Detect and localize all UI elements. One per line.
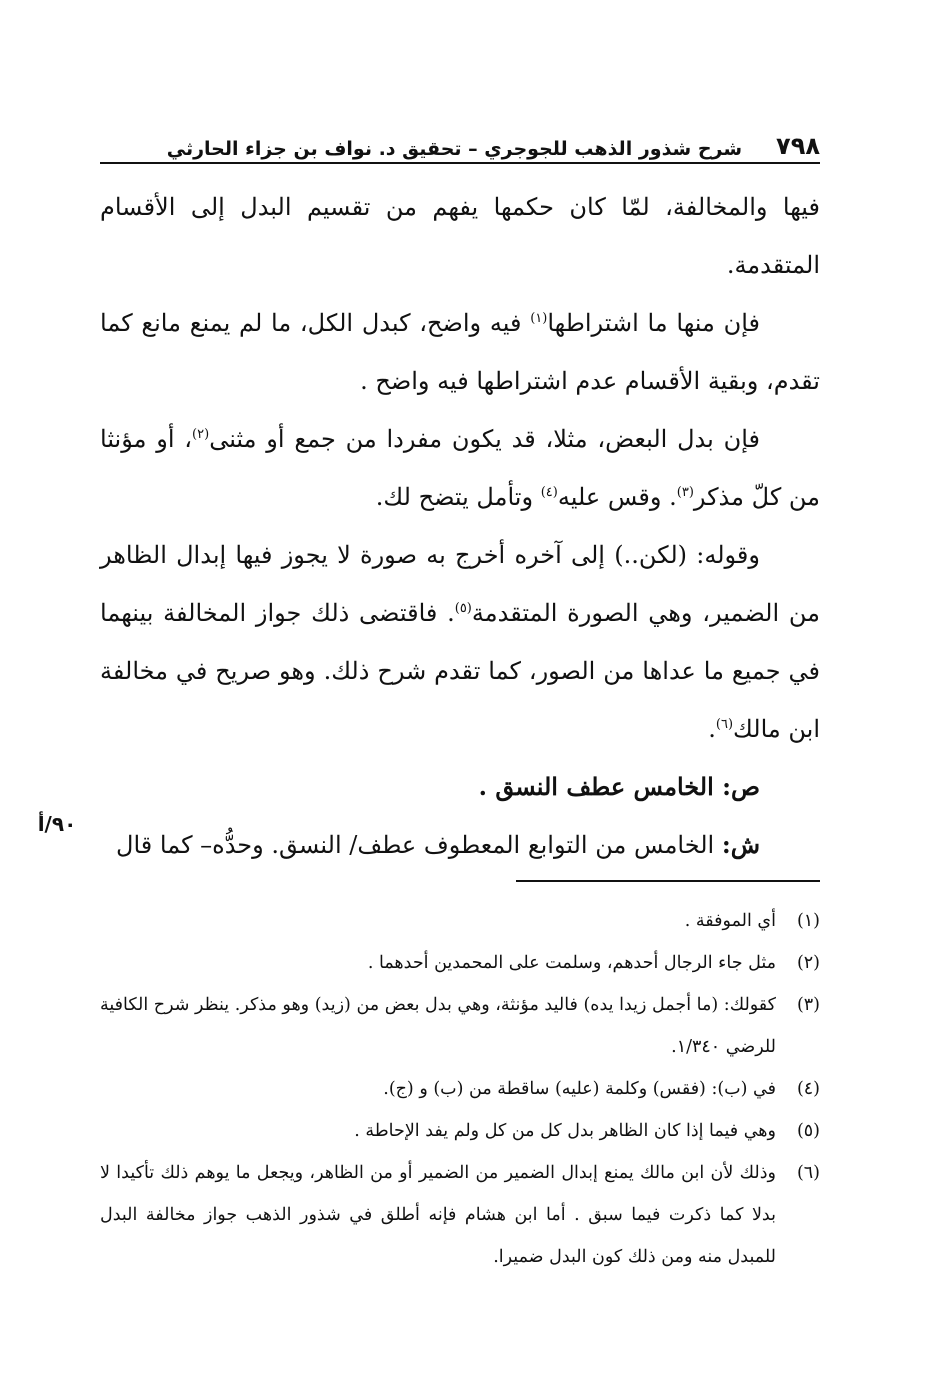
- paragraph-4-text-b: . فاقتضى ذلك جواز المخالفة بينهما في جميع ما عداها من الصور، كما تقدم شرح ذلك. وهو صريح في مخالفة ابن مالك: [100, 599, 820, 743]
- paragraph-1: فيها والمخالفة، لمّا كان حكمها يفهم من تقسيم البدل إلى الأقسام المتقدمة.: [100, 193, 820, 279]
- footnote-ref-1: (١): [530, 311, 548, 326]
- paragraph-4-text-c: .: [708, 715, 716, 743]
- paragraph-3-text-a: فإن بدل البعض، مثلا، قد يكون مفردا من جمع أو مثنى: [209, 425, 761, 453]
- paragraph-3-text-b: ، أو مؤنثا من كلّ مذكر: [100, 425, 820, 511]
- page-number: ٧٩٨: [776, 132, 820, 160]
- footnote-text: كقولك: (ما أجمل زيدا يده) فاليد مؤنثة، وهي بدل بعض من (زيد) وهو مذكر. ينظر شرح الكافية للرضي ١/٣٤٠.: [100, 995, 776, 1057]
- paragraph-3-text-d: وتأمل يتضح لك.: [375, 483, 541, 511]
- footnote-2: [100, 942, 820, 984]
- footnote-6: [100, 1152, 820, 1278]
- footnote-text: وهي فيما إذا كان الظاهر بدل كل من كل ولم يفد الإحاطة .: [354, 1121, 776, 1141]
- footnote-1: [100, 900, 820, 942]
- footnote-4: [100, 1068, 820, 1110]
- paragraph-3: [100, 410, 820, 526]
- manuscript-folio-note: ٩٠/أ: [37, 812, 77, 836]
- footnote-3: [100, 984, 820, 1068]
- paragraph-4-text-a: وقوله: (لكن..) إلى آخره أخرج به صورة لا يجوز فيها إبدال الظاهر من الضمير، وهي الصورة المتقدمة: [100, 541, 821, 627]
- running-header: [100, 126, 820, 164]
- paragraph-4: [100, 526, 820, 758]
- paragraph-2-text-b: فيه واضح، كبدل الكل، ما لم يمنع مانع كما تقدم، وبقية الأقسام عدم اشتراطها فيه واضح .: [100, 309, 820, 395]
- footnote-number: (٣): [796, 995, 820, 1015]
- footnote-ref-4: (٤): [540, 485, 558, 500]
- footnote-ref-2: (٢): [192, 427, 210, 442]
- footnote-text: مثل جاء الرجال أحدهم، وسلمت على المحمدين أحدهما .: [367, 953, 776, 973]
- footnote-text: في (ب): (فقس) وكلمة (عليه) ساقطة من (ب) و (ج).: [383, 1079, 776, 1099]
- footnotes: [100, 900, 820, 1278]
- footnote-number: (٢): [796, 953, 820, 973]
- paragraph-6-text: الخامس من التوابع المعطوف عطف/ النسق. وحدُّه– كما قال: [116, 831, 722, 859]
- paragraph-2-text-a: فإن منها ما اشتراطها: [547, 309, 761, 337]
- paragraph-6: [100, 816, 820, 874]
- footnote-number: (٤): [796, 1079, 820, 1099]
- paragraph-2: [100, 294, 820, 410]
- paragraph-3-text-c: . وقس عليه: [557, 483, 677, 511]
- footnote-ref-3: (٣): [676, 485, 694, 500]
- footnote-number: (٦): [796, 1163, 820, 1183]
- footnote-separator: [516, 880, 820, 882]
- footnote-text: أي الموفقة .: [684, 911, 776, 931]
- running-title: شرح شذور الذهب للجوجري – تحقيق د. نواف بن جزاء الحارثي: [166, 138, 743, 160]
- footnote-number: (١): [796, 911, 820, 931]
- commentary-marker: ش:: [721, 830, 760, 859]
- footnote-ref-6: (٦): [715, 717, 734, 732]
- main-text: [100, 178, 820, 874]
- footnote-ref-5: (٥): [454, 601, 472, 616]
- footnote-number: (٥): [796, 1121, 820, 1141]
- section-heading: ص: الخامس عطف النسق .: [478, 772, 760, 801]
- footnote-5: [100, 1110, 820, 1152]
- footnote-text: وذلك لأن ابن مالك يمنع إبدال الضمير من الضمير أو من الظاهر، ويجعل ما يوهم ذلك تأكيدا لا بدلا كما ذكرت فيما سبق . أما ابن هشام فإنه أطلق في شذور الذهب جواز مخالفة البدل للمبدل منه ومن ذلك كون البدل ضميرا.: [100, 1163, 776, 1267]
